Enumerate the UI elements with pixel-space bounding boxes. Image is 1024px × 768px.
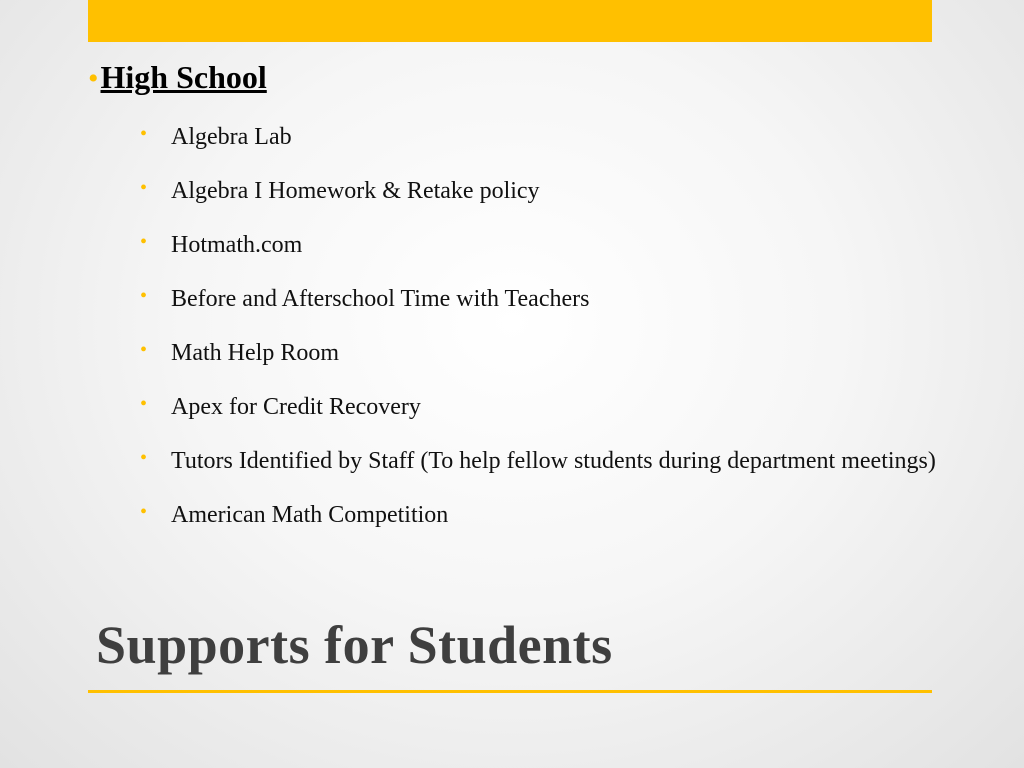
list-item <box>140 384 960 430</box>
list-item <box>140 438 960 484</box>
slide-title: Supports for Students <box>96 615 613 675</box>
list-item-text: Before and Afterschool Time with Teachers <box>171 286 590 312</box>
support-list <box>140 114 960 546</box>
list-bullet: • <box>140 447 148 469</box>
heading-bullet: • <box>88 62 99 95</box>
list-item-text: Hotmath.com <box>171 232 303 258</box>
list-bullet: • <box>140 501 148 523</box>
list-bullet: • <box>140 339 148 361</box>
section-heading <box>88 59 267 96</box>
title-underline-rule <box>88 690 932 693</box>
list-item-text: Algebra I Homework & Retake policy <box>171 178 540 204</box>
list-item <box>140 330 960 376</box>
list-item-text: American Math Competition <box>171 502 449 528</box>
list-bullet: • <box>140 393 148 415</box>
list-item <box>140 168 960 214</box>
list-item-text: Tutors Identified by Staff (To help fellow students during department meetings) <box>171 448 936 474</box>
list-bullet: • <box>140 231 148 253</box>
top-accent-bar <box>88 0 932 42</box>
list-item <box>140 114 960 160</box>
list-item <box>140 276 960 322</box>
list-bullet: • <box>140 285 148 307</box>
list-item-text: Apex for Credit Recovery <box>171 394 421 420</box>
list-bullet: • <box>140 123 148 145</box>
heading-text: High School <box>100 59 267 95</box>
list-item <box>140 222 960 268</box>
list-bullet: • <box>140 177 148 199</box>
list-item-text: Algebra Lab <box>171 124 292 150</box>
list-item <box>140 492 960 538</box>
list-item-text: Math Help Room <box>171 340 339 366</box>
